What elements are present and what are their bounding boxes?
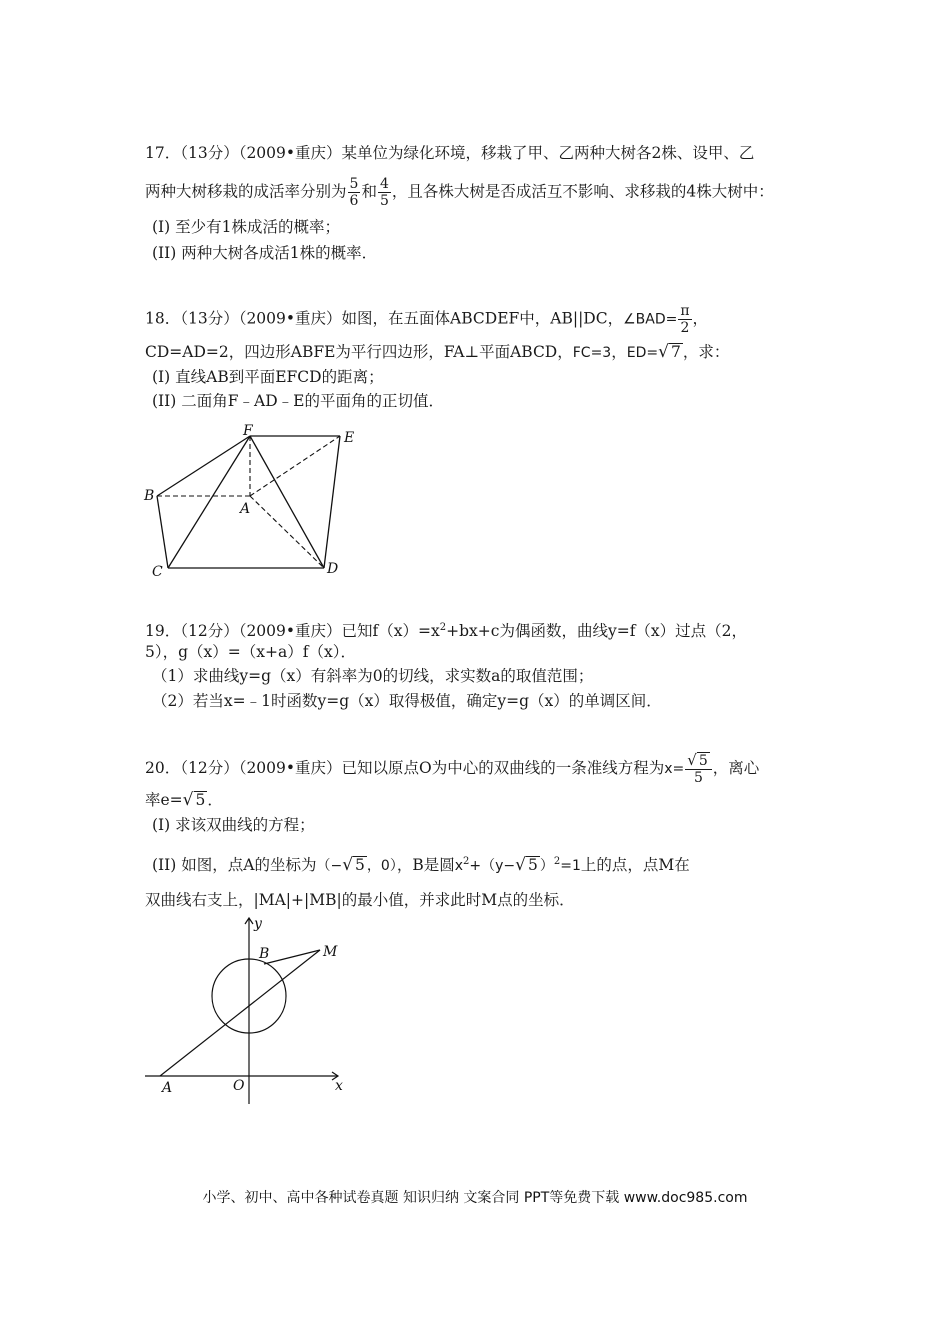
q20-sqrt5: 5 [195,791,206,809]
q20-part2 [152,850,690,878]
q20-p2-b: ，B是圆 [396,856,455,875]
sqrt-sign: √ [658,342,669,362]
q19-sup: 2 [439,622,447,633]
label-o: O [233,1078,245,1094]
q19-part2: （2）若当x=﹣1时函数y=g（x）取得极值，确定y=g（x）的单调区间． [152,692,662,710]
q20-text-end: ，离心 [712,759,760,777]
q20-period: ． [207,791,223,809]
label-c: C [152,564,163,580]
q18-angle: ∠BAD= [623,311,678,328]
q17-text: 两种大树移栽的成活率分别为 [145,182,347,201]
edge-fd [250,436,324,568]
edge-fc [168,436,250,568]
frac-den: 6 [349,193,359,209]
q20-line2 [145,788,223,812]
fraction-5-6 [348,176,361,209]
q19-line2: 5），g（x）=（x+a）f（x）． [145,643,356,661]
q18-text: 18．（13分）（2009•重庆）如图，在五面体ABCDEF中，AB||DC， [145,309,624,328]
q18-part2: (II) 二面角F﹣AD﹣E的平面角的正切值． [152,392,444,410]
label-b: B [259,946,270,962]
label-d: D [327,561,339,577]
hyperbola-figure [140,912,360,1112]
q20-coord-sqrt: 5 [355,856,365,875]
q20-circle-sup2: 2 [553,856,561,867]
label-e: E [344,430,355,446]
q20-ecc: 率e= [145,791,183,809]
sqrt-sign: √ [515,855,526,876]
q18-fc: FC=3 [572,345,612,361]
q20-line1 [145,752,759,786]
q20-text: 20．（12分）（2009•重庆）已知以原点O为中心的双曲线的一条准线方程为 [145,759,665,777]
q17-line2 [145,176,774,209]
label-b: B [144,488,155,504]
label-a: A [240,501,251,517]
edge-ad [250,496,324,568]
q18-ask: ，求： [682,343,730,361]
q20-xeq: x= [664,761,685,777]
label-x: x [335,1078,343,1094]
edge-fb [157,436,250,496]
sqrt-value: 5 [698,753,708,769]
frac-num: π [680,303,690,319]
edge-bc [157,496,168,568]
frac-num: 5 [349,176,359,192]
frac-num: 4 [379,176,389,192]
q18-text2: CD=AD=2，四边形ABFE为平行四边形，FA⊥平面ABCD， [145,343,573,361]
q18-part1: (I) 直线AB到平面EFCD的距离； [152,368,384,386]
sqrt-sign: √ [342,855,354,876]
q19-part1: （1）求曲线y=g（x）有斜率为0的切线，求实数a的取值范围； [152,667,594,685]
q20-part1: (I) 求该双曲线的方程； [152,816,315,834]
label-a: A [162,1080,173,1096]
q20-circle-close: ） [539,858,554,875]
sqrt-sign: √ [182,790,194,810]
frac-den: 5 [694,770,703,786]
q18-comma: ， [692,309,709,328]
q18-sep: ， [611,343,627,361]
label-y: y [254,916,262,932]
frac-den: 5 [379,193,389,209]
q18-sqrt7: 7 [670,343,681,361]
q20-circle-eq: =1 [560,858,581,875]
label-f: F [243,423,253,439]
q17-and: 和 [361,182,377,201]
pentahedron-figure [140,420,370,585]
q20-circle-mid: +（y− [469,858,516,875]
q18-line1 [145,303,708,336]
label-m: M [323,944,338,960]
fraction-pi-2 [678,303,691,336]
frac-num: √ 5 [685,752,711,770]
q19-text: 19．（12分）（2009•重庆）已知f（x）=x [145,622,440,641]
footer: 小学、初中、高中各种试卷真题 知识归纳 文案合同 PPT等免费下载 www.doc985.com [202,1190,748,1206]
q17-part1: (I) 至少有1株成活的概率； [152,218,341,236]
fraction-4-5 [378,176,391,209]
q17-part2: (II) 两种大树各成活1株的概率． [152,244,378,262]
q18-line2 [145,340,729,365]
q20-coord-open: （− [316,858,343,875]
edge-ed [324,436,340,568]
line-am [160,950,320,1076]
q20-circle-sup1: 2 [463,856,470,867]
q20-p2-text: (II) 如图，点A的坐标为 [152,856,317,875]
fraction-sqrt5-5 [685,752,711,786]
q17-text-end: ，且各株大树是否成活互不影响、求移栽的4株大树中： [391,182,774,201]
q20-line3: 双曲线右支上，|MA|+|MB|的最小值，并求此时M点的坐标． [145,891,575,909]
q17-line1: 17．（13分）（2009•重庆）某单位为绿化环境，移栽了甲、乙两种大树各2株、设甲、乙 [145,144,755,162]
q20-circle-sqrt: 5 [528,856,538,875]
q20-circle-x: x [454,858,464,875]
q20-p2-c: 上的点，点M在 [580,856,690,875]
q19-text-b: +bx+c为偶函数，曲线y=f（x）过点（2， [446,622,748,641]
frac-den: 2 [680,320,690,336]
edge-ae [250,436,340,496]
q20-coord-close: ，0） [366,858,397,875]
q18-ed: ED= [626,345,659,361]
